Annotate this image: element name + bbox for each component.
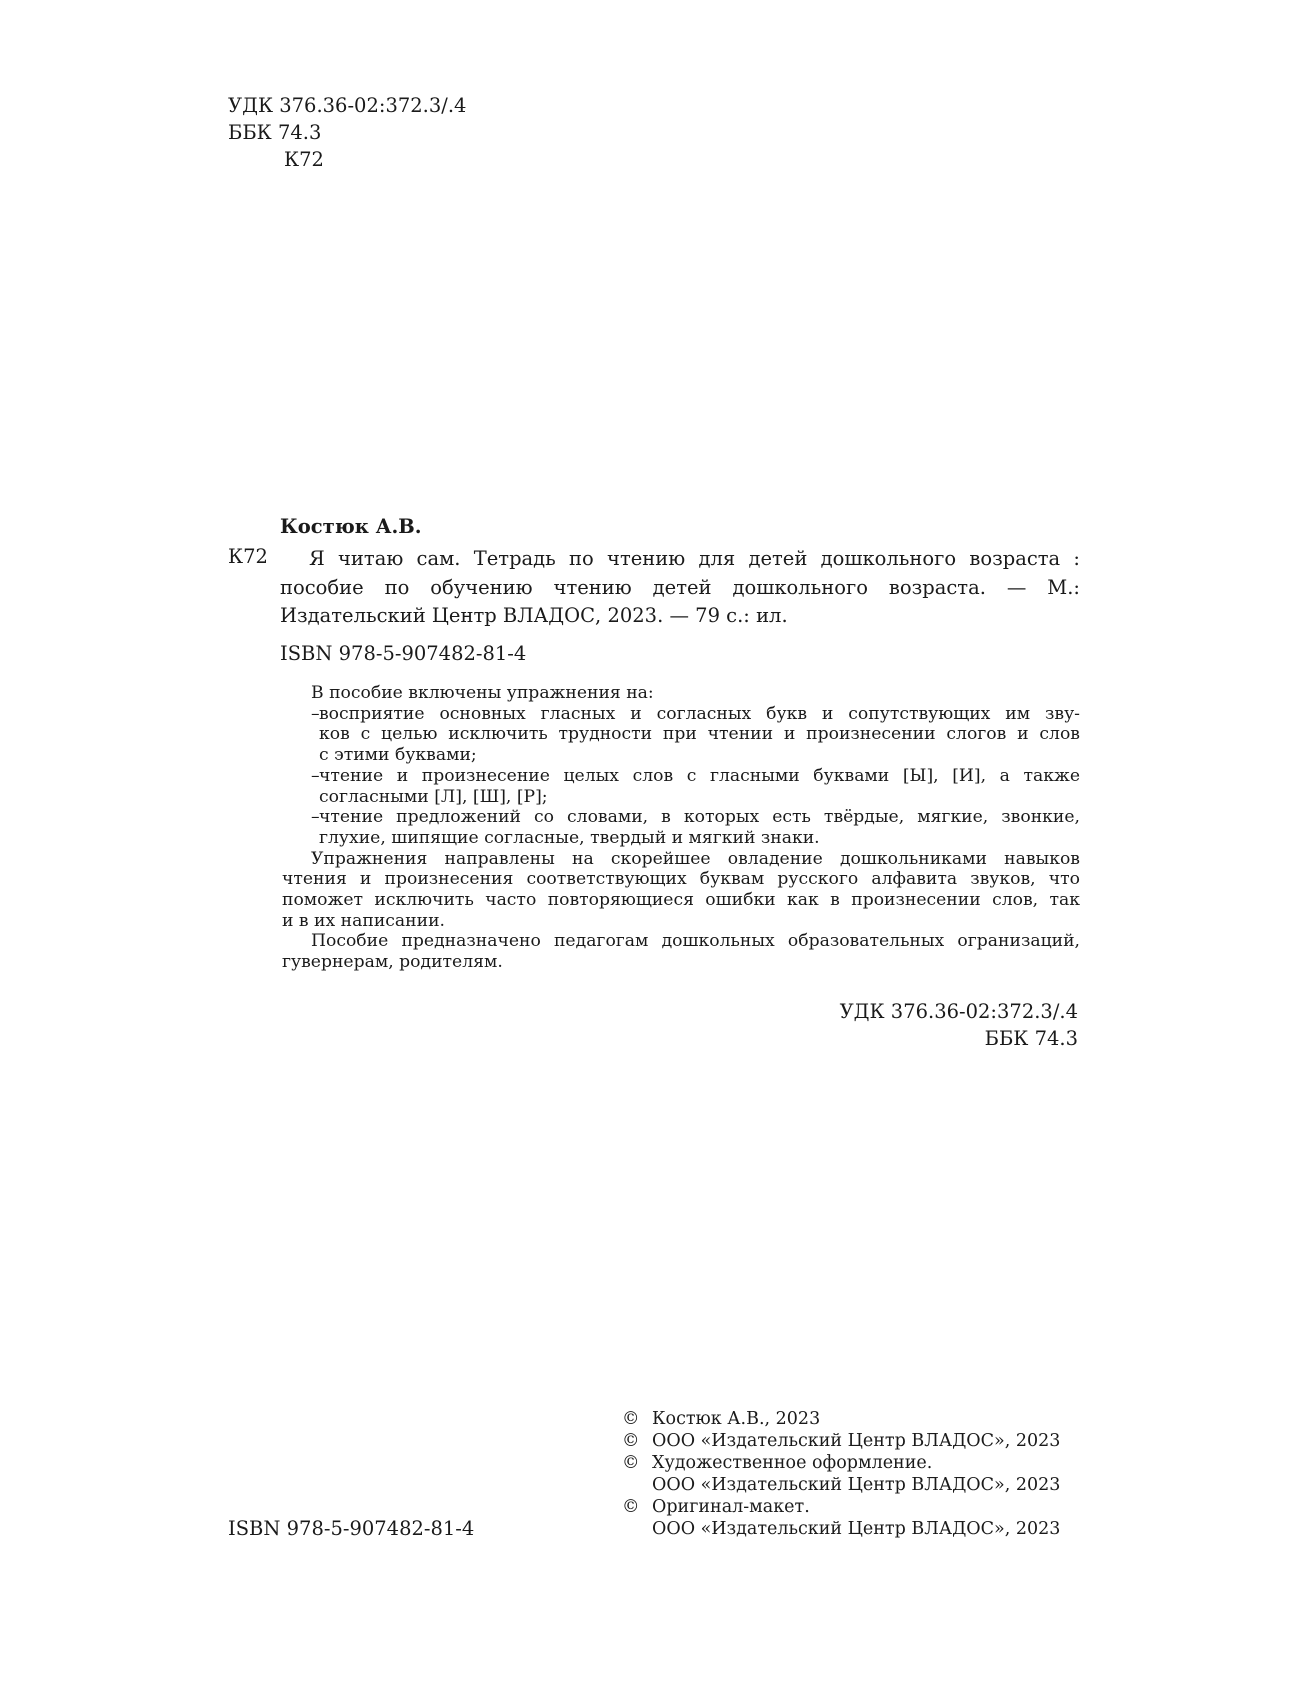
annotation-list-item — [282, 807, 1080, 848]
copyright-text: ООО «Издательский Центр ВЛАДОС», 2023 — [652, 1519, 1061, 1539]
top-bbk-code: ББК 74.3 — [228, 121, 322, 144]
copyright-text: ООО «Издательский Центр ВЛАДОС», 2023 — [652, 1475, 1061, 1495]
annotation-paragraph-line: поможет исключить часто повторяющиеся ошибки как в произнесении слов, так — [282, 890, 1080, 911]
copyright-line — [622, 1408, 1060, 1430]
annotation-intro: В пособие включены упражнения на: — [311, 683, 654, 703]
catalog-description — [280, 545, 1080, 631]
copyright-line — [622, 1496, 1060, 1540]
annotation-paragraph-line: и в их написании. — [282, 910, 445, 931]
copyright-line — [622, 1452, 1060, 1496]
copyright-icon: © — [622, 1453, 640, 1473]
copyright-text: Костюк А.В., 2023 — [652, 1409, 821, 1429]
copyright-text: Художественное оформление. — [652, 1453, 933, 1473]
copyright-icon: © — [622, 1431, 640, 1451]
annotation-line: восприятие основных гласных и согласных букв и сопутствующих им зву- — [319, 703, 1080, 724]
copyright-icon: © — [622, 1409, 640, 1429]
catalog-author: Костюк А.В. — [280, 515, 422, 538]
annotation-line: с этими буквами; — [319, 745, 477, 766]
copyright-text: Оригинал-макет. — [652, 1497, 810, 1517]
annotation-line: чтение и произнесение целых слов с гласными буквами [Ы], [И], а также — [319, 765, 1080, 786]
list-dash: – — [311, 703, 320, 724]
annotation-paragraph-line: Пособие предназначено педагогам дошкольных образовательных огранизаций, — [311, 931, 1080, 952]
annotation-paragraph-line: Упражнения направлены на скорейшее овладение дошкольниками навыков — [311, 848, 1080, 869]
catalog-sign: К72 — [228, 545, 268, 568]
annotation-line: глухие, шипящие согласные, твердый и мягкий знаки. — [319, 827, 820, 848]
annotation-paragraph-line: гувернерам, родителям. — [282, 952, 503, 973]
annotation-line: чтение предложений со словами, в которых есть твёрдые, мягкие, звонкие, — [319, 807, 1080, 828]
catalog-description-line: Я читаю сам. Тетрадь по чтению для детей дошкольного возраста : — [309, 547, 1080, 570]
annotation — [282, 683, 1080, 973]
catalog-description-line: Издательский Центр ВЛАДОС, 2023. — 79 с.: ил. — [280, 604, 788, 627]
list-dash: – — [311, 807, 320, 828]
copyright-line — [622, 1430, 1060, 1452]
footer-isbn: ISBN 978-5-907482-81-4 — [228, 1517, 475, 1540]
copyright-icon: © — [622, 1497, 640, 1517]
annotation-line: согласными [Л], [Ш], [Р]; — [319, 786, 548, 807]
catalog-isbn: ISBN 978-5-907482-81-4 — [280, 642, 527, 665]
annotation-line: ков с целью исключить трудности при чтении и произнесении слогов и слов — [319, 724, 1080, 745]
annotation-list-item — [282, 704, 1080, 766]
copyright-notices — [622, 1408, 1060, 1540]
bottom-bbk-code: ББК 74.3 — [984, 1027, 1078, 1050]
bottom-udk-code: УДК 376.36-02:372.3/.4 — [839, 1000, 1078, 1023]
top-udk-code: УДК 376.36-02:372.3/.4 — [228, 94, 467, 117]
annotation-paragraph-line: чтения и произнесения соответствующих буквам русского алфавита звуков, что — [282, 869, 1080, 890]
annotation-list-item — [282, 766, 1080, 807]
copyright-text: ООО «Издательский Центр ВЛАДОС», 2023 — [652, 1431, 1061, 1451]
top-author-sign: К72 — [284, 148, 324, 171]
catalog-description-line: пособие по обучению чтению детей дошкольного возраста. — М.: — [280, 575, 1080, 599]
list-dash: – — [311, 765, 320, 786]
